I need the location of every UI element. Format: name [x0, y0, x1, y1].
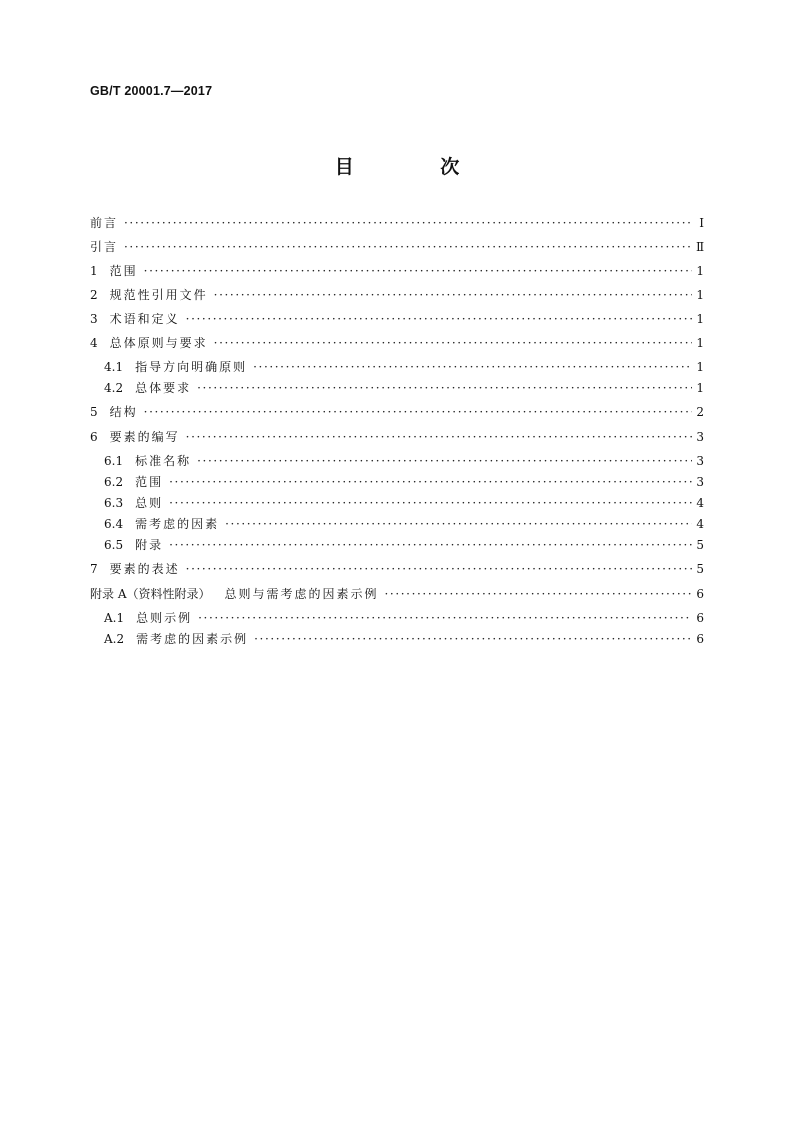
- toc-entry-page: 4: [696, 517, 704, 531]
- toc-entry-number: 6.4: [104, 517, 124, 531]
- dot-leader: [124, 216, 692, 230]
- toc-entry-number: 6.2: [104, 475, 124, 489]
- toc-entry-foreword[interactable]: [90, 216, 704, 240]
- toc-entry-page: 3: [696, 454, 704, 468]
- toc-entry-number: A.2: [104, 632, 125, 646]
- dot-leader: [225, 517, 692, 531]
- toc-entry-6-1[interactable]: [90, 454, 704, 475]
- table-of-contents: [90, 216, 704, 653]
- toc-entry-annex-a[interactable]: [90, 587, 704, 611]
- toc-entry-page: 1: [696, 381, 704, 395]
- toc-entry-a-1[interactable]: [90, 611, 704, 632]
- toc-entry-6-5[interactable]: [90, 538, 704, 562]
- toc-entry-label: 要素的表述: [109, 562, 180, 576]
- toc-entry-number: 4.1: [104, 360, 124, 374]
- toc-entry-label: 前言: [90, 216, 119, 230]
- toc-entry-page: 2: [696, 405, 704, 419]
- toc-entry-number: 6.1: [104, 454, 124, 468]
- toc-entry-page: 3: [696, 475, 704, 489]
- toc-entry-terms-definitions[interactable]: [90, 312, 704, 336]
- toc-entry-normative-references[interactable]: [90, 288, 704, 312]
- dot-leader: [169, 496, 692, 510]
- dot-leader: [197, 454, 692, 468]
- toc-entry-page: 1: [696, 336, 704, 350]
- toc-entry-label: 总则示例: [136, 611, 193, 625]
- dot-leader: [169, 538, 692, 552]
- toc-entry-page: 1: [696, 288, 704, 302]
- toc-entry-label: 标准名称: [135, 454, 192, 468]
- toc-entry-number: 7: [90, 562, 98, 576]
- toc-entry-drafting-elements[interactable]: [90, 430, 704, 454]
- toc-entry-number: 6: [90, 430, 98, 444]
- dot-leader: [144, 405, 692, 419]
- dot-leader: [144, 264, 692, 278]
- toc-entry-6-3[interactable]: [90, 496, 704, 517]
- dot-leader: [186, 312, 692, 326]
- toc-entry-label: 总则与需考虑的因素示例: [224, 587, 379, 601]
- toc-entry-page: Ⅰ: [699, 216, 704, 230]
- toc-entry-page: 4: [696, 496, 704, 510]
- toc-entry-expression-elements[interactable]: [90, 562, 704, 587]
- dot-leader: [124, 240, 692, 254]
- toc-entry-label: 规范性引用文件: [109, 288, 208, 302]
- toc-entry-number: 2: [90, 288, 98, 302]
- toc-entry-number: 4.2: [104, 381, 124, 395]
- dot-leader: [254, 632, 692, 646]
- toc-entry-label: 术语和定义: [109, 312, 180, 326]
- toc-entry-page: 3: [696, 430, 704, 444]
- toc-entry-label: 需考虑的因素示例: [136, 632, 249, 646]
- toc-entry-page: 1: [696, 264, 704, 278]
- page-title: 目 次: [334, 156, 500, 178]
- toc-entry-4-1[interactable]: [90, 360, 704, 381]
- toc-entry-introduction[interactable]: [90, 240, 704, 264]
- toc-entry-number: 4: [90, 336, 98, 350]
- toc-entry-scope[interactable]: [90, 264, 704, 288]
- toc-entry-page: 1: [696, 312, 704, 326]
- toc-entry-page: 6: [696, 632, 704, 646]
- toc-entry-label: 要素的编写: [109, 430, 180, 444]
- dot-leader: [169, 475, 692, 489]
- toc-entry-page: 6: [696, 611, 704, 625]
- dot-leader: [214, 288, 692, 302]
- toc-entry-general-principles[interactable]: [90, 336, 704, 360]
- dot-leader: [186, 562, 692, 576]
- toc-entry-page: 6: [696, 587, 704, 601]
- toc-entry-label: 总体原则与要求: [109, 336, 208, 350]
- toc-entry-structure[interactable]: [90, 405, 704, 430]
- toc-entry-page: 1: [696, 360, 704, 374]
- dot-leader: [198, 611, 692, 625]
- standard-code: GB/T 20001.7—2017: [90, 84, 213, 98]
- toc-entry-number: 6.3: [104, 496, 124, 510]
- dot-leader: [186, 430, 692, 444]
- dot-leader: [385, 587, 693, 601]
- toc-entry-label: 总体要求: [135, 381, 192, 395]
- toc-entry-label: 范围: [135, 475, 164, 489]
- toc-entry-6-4[interactable]: [90, 517, 704, 538]
- toc-entry-number: 附录 A（资料性附录）: [90, 587, 211, 601]
- toc-entry-a-2[interactable]: [90, 632, 704, 653]
- toc-entry-label: 范围: [109, 264, 138, 278]
- toc-entry-page: 5: [696, 538, 704, 552]
- toc-entry-number: A.1: [104, 611, 125, 625]
- toc-entry-label: 附录: [135, 538, 164, 552]
- toc-entry-4-2[interactable]: [90, 381, 704, 405]
- toc-entry-number: 5: [90, 405, 98, 419]
- toc-entry-number: 1: [90, 264, 98, 278]
- toc-entry-label: 总则: [135, 496, 164, 510]
- toc-entry-6-2[interactable]: [90, 475, 704, 496]
- dot-leader: [197, 381, 692, 395]
- toc-entry-page: 5: [696, 562, 704, 576]
- toc-entry-number: 6.5: [104, 538, 124, 552]
- toc-entry-label: 指导方向明确原则: [135, 360, 248, 374]
- toc-entry-page: Ⅱ: [696, 240, 705, 254]
- toc-entry-label: 需考虑的因素: [135, 517, 220, 531]
- dot-leader: [253, 360, 692, 374]
- dot-leader: [214, 336, 692, 350]
- toc-entry-label: 结构: [109, 405, 138, 419]
- toc-entry-label: 引言: [90, 240, 119, 254]
- toc-entry-number: 3: [90, 312, 98, 326]
